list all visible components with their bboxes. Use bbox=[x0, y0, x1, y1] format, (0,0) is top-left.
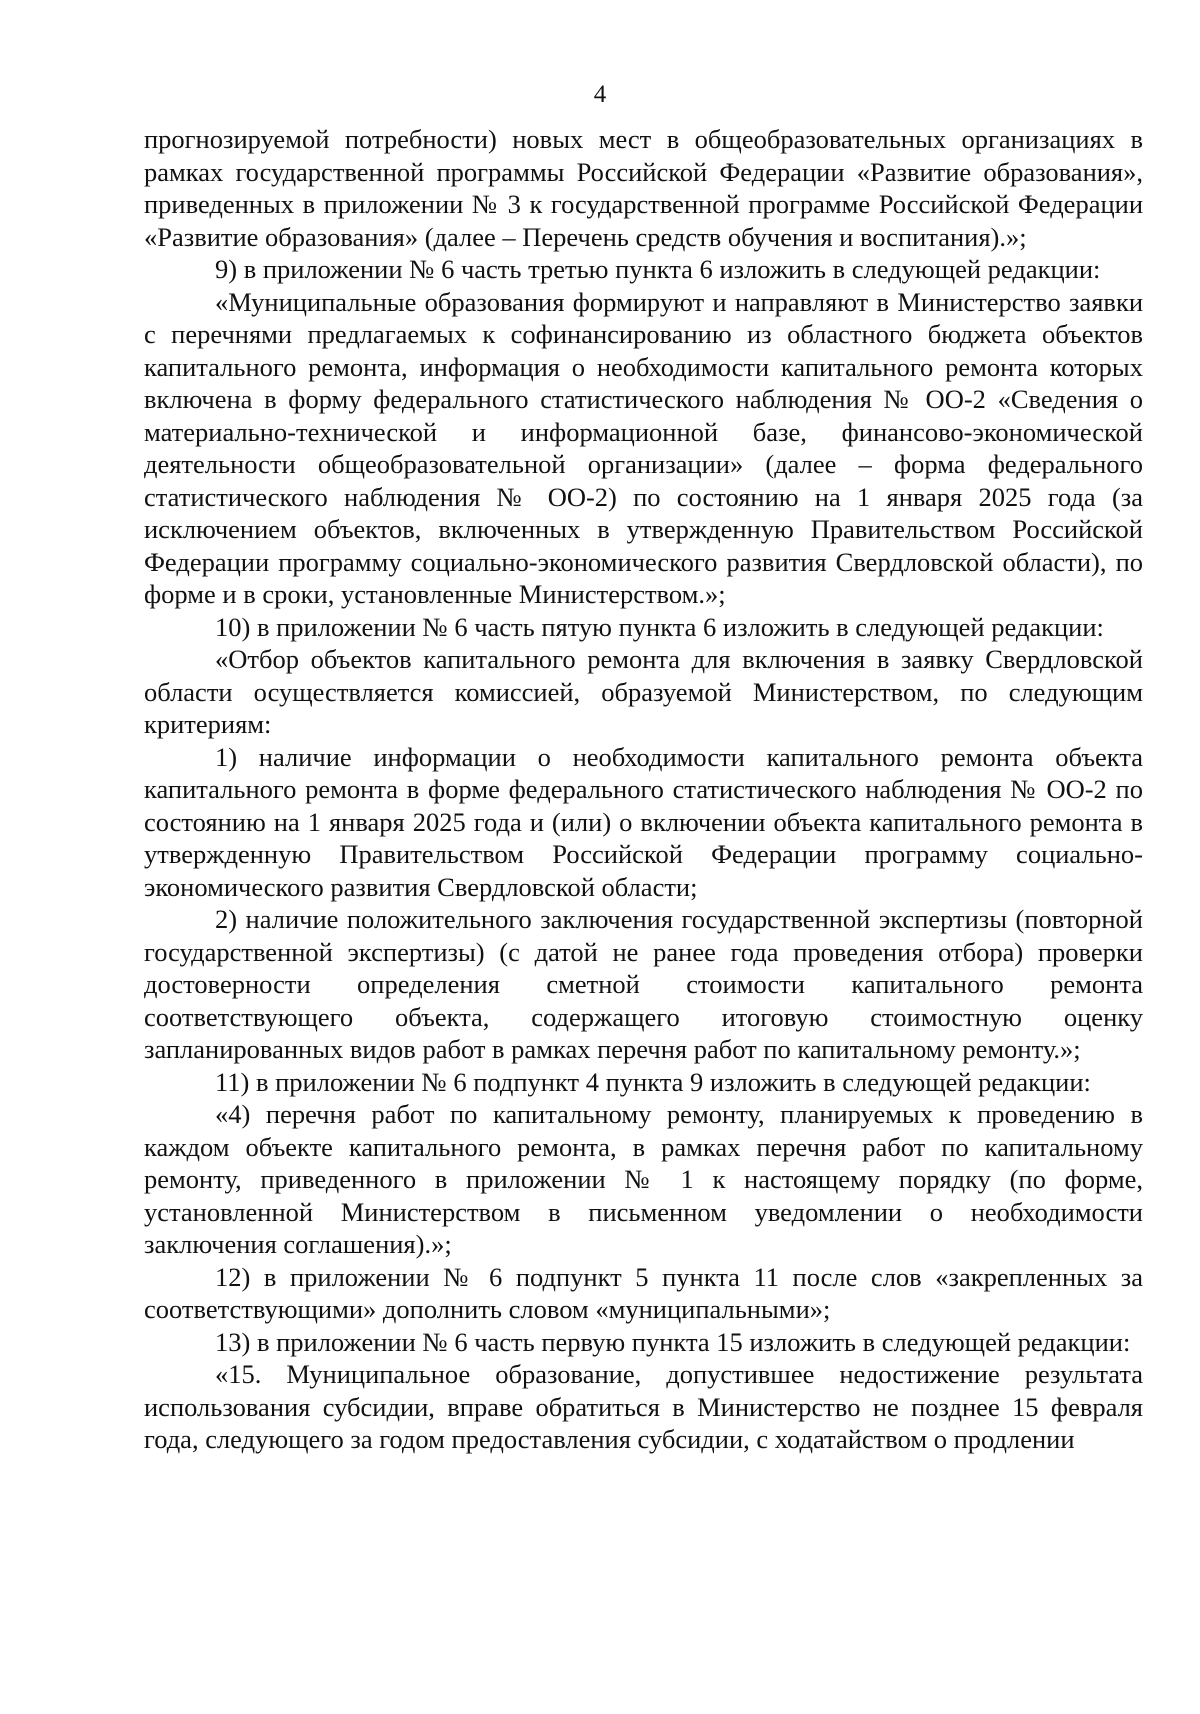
paragraph-item-12: 12) в приложении № 6 подпункт 5 пункта 11 после слов «закрепленных за соответствующими» дополнить словом «муниципальными»; bbox=[144, 1261, 1143, 1324]
page-number: 4 bbox=[593, 81, 607, 108]
paragraph-item-9: 9) в приложении № 6 часть третью пункта 6 изложить в следующей редакции: bbox=[215, 254, 1101, 284]
paragraph-quote-subitem-4: «4) перечня работ по капитальному ремонту, планируемых к проведению в каждом объекте капитального ремонта, в рамках перечня работ по капитальному ремонту, приведенного в приложении № 1 к настоящему порядку (по форме, установленной Министерством в письменном уведомлении о необходимости заключения соглашения).»; bbox=[144, 1099, 1143, 1259]
paragraph-criterion-2: 2) наличие положительного заключения государственной экспертизы (повторной государственной экспертизы) (с датой не ранее года проведения отбора) проверки достоверности определения сметной стоимости капитального ремонта соответствующего объекта, содержащего итоговую стоимостную оценку запланированных видов работ в рамках перечня работ по капитальному ремонту.»; bbox=[144, 904, 1143, 1064]
paragraph-continuation: прогнозируемой потребности) новых мест в общеобразовательных организациях в рамках государственной программы Российской Федерации «Развитие образования», приведенных в приложении № 3 к государственной программе Российской Федерации «Развитие образования» (далее – Перечень средств обучения и воспитания).»; bbox=[144, 124, 1143, 252]
paragraph-item-11: 11) в приложении № 6 подпункт 4 пункта 9 изложить в следующей редакции: bbox=[215, 1066, 1091, 1097]
paragraph-criterion-1: 1) наличие информации о необходимости капитального ремонта объекта капитального ремонта в форме федерального статистического наблюдения № ОО-2 по состоянию на 1 января 2025 года и (или) о включении объекта капитального ремонта в утвержденную Правительством Российской Федерации программу социально-экономического развития Свердловской области; bbox=[144, 741, 1143, 902]
paragraph-item-13: 13) в приложении № 6 часть первую пункта 15 изложить в следующей редакции: bbox=[215, 1326, 1131, 1357]
paragraph-item-10: 10) в приложении № 6 часть пятую пункта 6 изложить в следующей редакции: bbox=[215, 611, 1104, 642]
paragraph-quote-selection-commission: «Отбор объектов капитального ремонта для включения в заявку Свердловской области осуществляется комиссией, образуемой Министерством, по следующим критериям: bbox=[144, 644, 1143, 739]
document-body bbox=[144, 123, 1143, 1456]
paragraph-quote-municipal-applications: «Муниципальные образования формируют и направляют в Министерство заявки с перечнями предлагаемых к софинансированию из областного бюджета объектов капитального ремонта, информация о необходимости капитального ремонта которых включена в форму федерального статистического наблюдения № ОО-2 «Сведения о материально-технической и информационной базе, финансово-экономической деятельности общеобразовательной организации» (далее – форма федерального статистического наблюдения № ОО-2) по состоянию на 1 января 2025 года (за исключением объектов, включенных в утвержденную Правительством Российской Федерации программу социально-экономического развития Свердловской области), по форме и в сроки, установленные Министерством.»; bbox=[144, 286, 1143, 609]
paragraph-quote-item-15: «15. Муниципальное образование, допустившее недостижение результата использования субсидии, вправе обратиться в Министерство не позднее 15 февраля года, следующего за годом предоставления субсидии, с ходатайством о продлении bbox=[144, 1359, 1143, 1454]
